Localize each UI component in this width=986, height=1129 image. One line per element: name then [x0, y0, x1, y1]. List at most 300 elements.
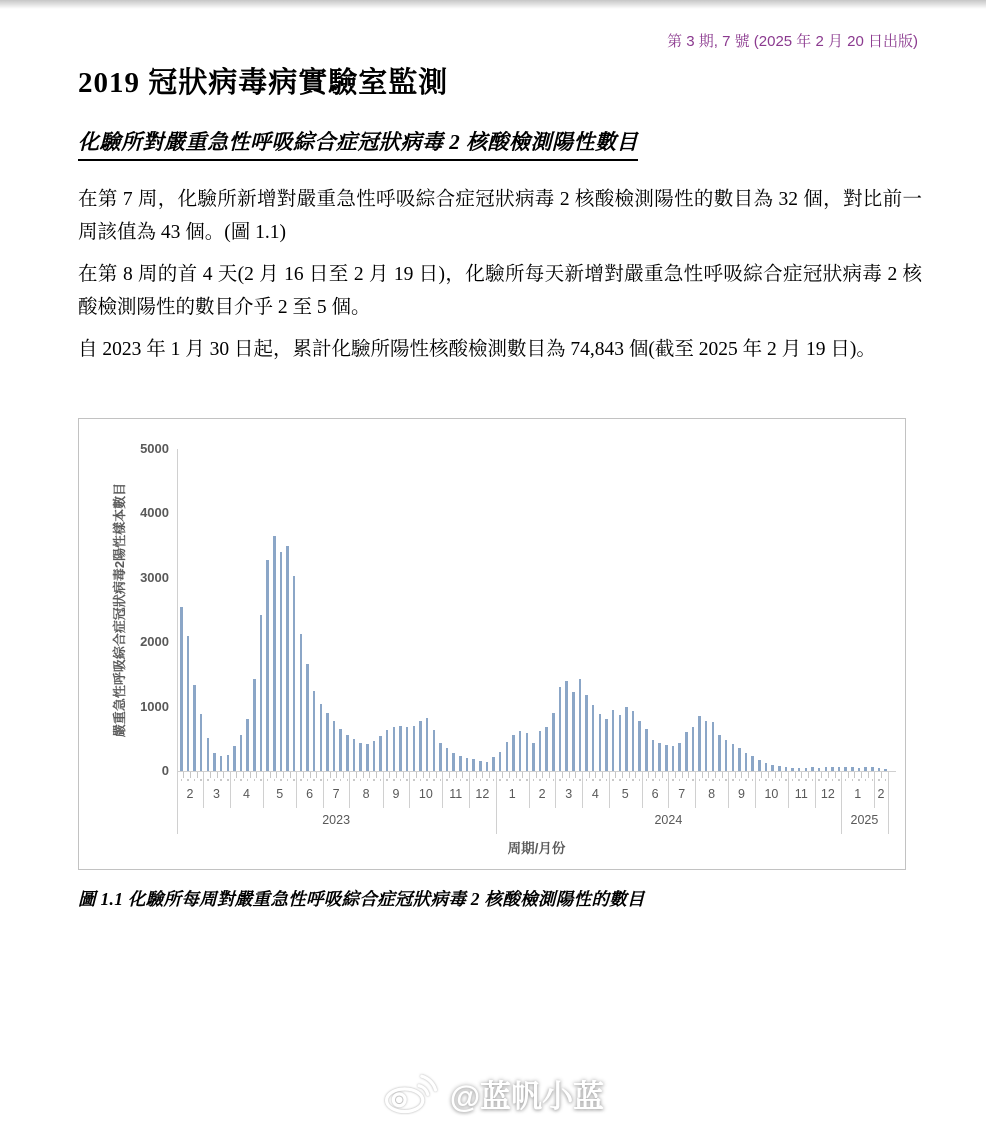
- week-dot: [181, 779, 183, 781]
- bar-week: [685, 732, 688, 771]
- week-dot: [852, 779, 854, 781]
- week-dot: [745, 779, 747, 781]
- week-dot: [426, 779, 428, 781]
- bar-week: [326, 713, 329, 771]
- week-tick: [848, 772, 849, 778]
- bar-week: [300, 634, 303, 771]
- bar-week: [353, 739, 356, 771]
- bar-week: [545, 727, 548, 771]
- week-dot: [254, 779, 256, 781]
- week-dot: [626, 779, 628, 781]
- bar-week: [346, 735, 349, 771]
- bar-week: [366, 744, 369, 771]
- bar-week: [526, 733, 529, 771]
- week-dot: [692, 779, 694, 781]
- week-tick: [868, 772, 869, 778]
- month-label: 11: [449, 787, 463, 801]
- bar-week: [851, 767, 854, 771]
- week-dot: [606, 779, 608, 781]
- year-label: 2025: [850, 813, 879, 827]
- bar-week: [645, 729, 648, 771]
- bar-week: [406, 727, 409, 771]
- month-separator: [841, 772, 842, 808]
- week-tick: [722, 772, 723, 778]
- month-label: 5: [621, 787, 629, 801]
- month-separator: [874, 772, 875, 808]
- bar-week: [605, 719, 608, 771]
- week-tick: [635, 772, 636, 778]
- bar-week: [486, 762, 489, 771]
- bar-week: [180, 607, 183, 771]
- week-tick: [861, 772, 862, 778]
- month-separator: [815, 772, 816, 808]
- week-tick: [662, 772, 663, 778]
- bar-week: [818, 768, 821, 771]
- week-dot: [499, 779, 501, 781]
- week-dot: [413, 779, 415, 781]
- week-tick: [629, 772, 630, 778]
- week-dot: [227, 779, 229, 781]
- page-top-shadow: [0, 0, 986, 9]
- week-tick: [303, 772, 304, 778]
- week-dot: [347, 779, 349, 781]
- month-separator: [177, 772, 178, 808]
- month-separator: [668, 772, 669, 808]
- week-dot: [446, 779, 448, 781]
- week-dot: [519, 779, 521, 781]
- week-tick: [821, 772, 822, 778]
- section-heading: 化驗所對嚴重急性呼吸綜合症冠狀病毒 2 核酸檢測陽性數目: [78, 126, 638, 161]
- month-label: 11: [794, 787, 808, 801]
- bar-week: [864, 767, 867, 771]
- week-dot: [872, 779, 874, 781]
- bar-week: [339, 729, 342, 771]
- bar-week: [831, 767, 834, 771]
- week-tick: [735, 772, 736, 778]
- month-separator: [555, 772, 556, 808]
- bar-week: [771, 765, 774, 771]
- week-dot: [267, 779, 269, 781]
- bar-week: [665, 745, 668, 771]
- week-dot: [373, 779, 375, 781]
- week-dot: [433, 779, 435, 781]
- week-dot: [725, 779, 727, 781]
- week-dot: [486, 779, 488, 781]
- week-tick: [197, 772, 198, 778]
- month-separator: [203, 772, 204, 808]
- bar-week: [313, 691, 316, 772]
- week-dot: [885, 779, 887, 781]
- figure-1-1-chart: [78, 418, 906, 870]
- bar-week: [884, 769, 887, 771]
- week-dot: [586, 779, 588, 781]
- bar-week: [592, 705, 595, 771]
- bar-week: [758, 760, 761, 771]
- week-tick: [270, 772, 271, 778]
- bar-week: [725, 740, 728, 771]
- bar-week: [619, 715, 622, 771]
- page-title: 2019 冠狀病毒病實驗室監測: [78, 67, 449, 99]
- week-dot: [752, 779, 754, 781]
- bar-week: [791, 768, 794, 771]
- bar-week: [805, 768, 808, 771]
- week-tick: [781, 772, 782, 778]
- month-label: 9: [738, 787, 745, 801]
- week-dot: [785, 779, 787, 781]
- week-dot: [639, 779, 641, 781]
- week-tick: [389, 772, 390, 778]
- week-dot: [333, 779, 335, 781]
- week-dot: [247, 779, 249, 781]
- week-tick: [217, 772, 218, 778]
- week-tick: [562, 772, 563, 778]
- month-label: 3: [565, 787, 573, 801]
- bar-week: [672, 746, 675, 771]
- week-tick: [761, 772, 762, 778]
- week-tick: [675, 772, 676, 778]
- month-label: 9: [392, 787, 400, 801]
- week-dot: [772, 779, 774, 781]
- bar-week: [532, 743, 535, 771]
- bar-week: [306, 664, 309, 771]
- week-tick: [741, 772, 742, 778]
- y-tick-label: 0: [161, 763, 169, 778]
- bar-week: [579, 679, 582, 771]
- week-tick: [542, 772, 543, 778]
- week-tick: [575, 772, 576, 778]
- week-tick: [708, 772, 709, 778]
- y-tick-label: 5000: [140, 441, 169, 456]
- week-dot: [420, 779, 422, 781]
- month-label: 8: [362, 787, 370, 801]
- week-dot: [705, 779, 707, 781]
- week-dot: [599, 779, 601, 781]
- week-dot: [526, 779, 528, 781]
- week-dot: [386, 779, 388, 781]
- week-dot: [513, 779, 515, 781]
- week-dot: [579, 779, 581, 781]
- month-label: 2: [186, 787, 194, 801]
- month-separator: [323, 772, 324, 808]
- bar-week: [765, 763, 768, 771]
- week-dot: [287, 779, 289, 781]
- month-separator: [469, 772, 470, 808]
- bar-week: [399, 726, 402, 771]
- week-dot: [234, 779, 236, 781]
- bar-week: [359, 743, 362, 771]
- month-separator: [529, 772, 530, 808]
- week-tick: [403, 772, 404, 778]
- week-tick: [595, 772, 596, 778]
- bar-week: [266, 560, 269, 771]
- week-dot: [274, 779, 276, 781]
- week-dot: [293, 779, 295, 781]
- y-axis-line: [177, 449, 178, 771]
- week-tick: [482, 772, 483, 778]
- bar-week: [732, 744, 735, 771]
- year-label: 2023: [322, 813, 351, 827]
- week-tick: [236, 772, 237, 778]
- week-tick: [356, 772, 357, 778]
- bar-week: [426, 718, 429, 771]
- week-tick: [243, 772, 244, 778]
- week-dot: [260, 779, 262, 781]
- month-label: 4: [591, 787, 599, 801]
- month-label: 1: [854, 787, 862, 801]
- bar-week: [393, 727, 396, 771]
- bar-week: [433, 730, 436, 771]
- month-label: 6: [306, 787, 314, 801]
- week-tick: [881, 772, 882, 778]
- bar-week: [632, 711, 635, 771]
- week-dot: [187, 779, 189, 781]
- watermark: [0, 1066, 986, 1120]
- week-tick: [801, 772, 802, 778]
- x-axis-title: 周期/月份: [507, 841, 566, 856]
- week-dot: [838, 779, 840, 781]
- week-tick: [808, 772, 809, 778]
- week-tick: [615, 772, 616, 778]
- month-label: 10: [418, 787, 433, 801]
- bar-week: [439, 743, 442, 771]
- bar-week: [871, 767, 874, 771]
- week-tick: [290, 772, 291, 778]
- bar-week: [227, 755, 230, 771]
- week-dot: [845, 779, 847, 781]
- week-tick: [522, 772, 523, 778]
- year-separator: [177, 808, 178, 834]
- bar-week: [692, 727, 695, 771]
- bar-week: [811, 767, 814, 771]
- bar-week: [825, 767, 828, 771]
- week-tick: [602, 772, 603, 778]
- year-separator: [888, 808, 889, 834]
- week-tick: [462, 772, 463, 778]
- week-tick: [423, 772, 424, 778]
- month-label: 10: [764, 787, 779, 801]
- bar-week: [798, 768, 801, 771]
- bar-week: [625, 707, 628, 771]
- week-dot: [792, 779, 794, 781]
- bar-week: [280, 552, 283, 771]
- week-dot: [672, 779, 674, 781]
- week-dot: [493, 779, 495, 781]
- week-dot: [240, 779, 242, 781]
- week-dot: [353, 779, 355, 781]
- bar-week: [492, 757, 495, 771]
- month-separator: [609, 772, 610, 808]
- month-label: 8: [708, 787, 716, 801]
- bar-week: [858, 768, 861, 771]
- bar-week: [519, 731, 522, 771]
- week-dot: [559, 779, 561, 781]
- week-tick: [343, 772, 344, 778]
- y-axis-title: 嚴重急性呼吸綜合症冠狀病毒2陽性樣本數目: [112, 482, 127, 738]
- bar-week: [187, 636, 190, 771]
- week-dot: [619, 779, 621, 781]
- month-separator: [888, 772, 889, 808]
- bar-week: [200, 714, 203, 771]
- month-label: 3: [213, 787, 221, 801]
- bar-week: [320, 704, 323, 771]
- bar-week: [785, 767, 788, 771]
- bar-week: [552, 713, 555, 771]
- bar-week: [572, 692, 575, 771]
- month-separator: [788, 772, 789, 808]
- bar-week: [413, 726, 416, 771]
- bar-week: [512, 735, 515, 771]
- month-separator: [263, 772, 264, 808]
- bar-week: [712, 722, 715, 771]
- bar-week: [472, 759, 475, 771]
- month-label: 12: [820, 787, 835, 801]
- week-dot: [779, 779, 781, 781]
- week-tick: [456, 772, 457, 778]
- week-dot: [313, 779, 315, 781]
- week-tick: [569, 772, 570, 778]
- week-tick: [190, 772, 191, 778]
- bar-week: [246, 719, 249, 771]
- bar-week: [446, 748, 449, 771]
- month-label: 12: [475, 787, 490, 801]
- bar-week: [459, 756, 462, 771]
- week-dot: [300, 779, 302, 781]
- bar-week: [599, 714, 602, 771]
- bar-week: [419, 721, 422, 771]
- week-dot: [825, 779, 827, 781]
- week-tick: [549, 772, 550, 778]
- week-dot: [612, 779, 614, 781]
- week-dot: [699, 779, 701, 781]
- week-dot: [632, 779, 634, 781]
- week-dot: [207, 779, 209, 781]
- week-dot: [506, 779, 508, 781]
- week-tick: [775, 772, 776, 778]
- week-tick: [363, 772, 364, 778]
- bar-week: [293, 576, 296, 771]
- bar-week: [559, 687, 562, 771]
- bar-week: [373, 741, 376, 771]
- week-tick: [436, 772, 437, 778]
- week-tick: [276, 772, 277, 778]
- month-separator: [642, 772, 643, 808]
- y-tick-label: 1000: [140, 698, 169, 714]
- year-label: 2024: [654, 813, 683, 827]
- month-label: 1: [508, 787, 516, 801]
- week-tick: [310, 772, 311, 778]
- week-dot: [878, 779, 880, 781]
- year-separator: [496, 808, 497, 834]
- month-separator: [409, 772, 410, 808]
- week-tick: [223, 772, 224, 778]
- week-dot: [666, 779, 668, 781]
- month-separator: [695, 772, 696, 808]
- bar-week: [705, 721, 708, 771]
- week-tick: [316, 772, 317, 778]
- week-dot: [539, 779, 541, 781]
- week-tick: [336, 772, 337, 778]
- bar-week: [751, 756, 754, 771]
- week-dot: [214, 779, 216, 781]
- week-tick: [283, 772, 284, 778]
- bar-week: [379, 736, 382, 771]
- week-tick: [768, 772, 769, 778]
- month-separator: [755, 772, 756, 808]
- month-label: 4: [242, 787, 250, 801]
- week-dot: [573, 779, 575, 781]
- week-dot: [546, 779, 548, 781]
- week-tick: [396, 772, 397, 778]
- month-label: 2: [538, 787, 546, 801]
- week-dot: [466, 779, 468, 781]
- week-dot: [719, 779, 721, 781]
- week-tick: [416, 772, 417, 778]
- week-tick: [516, 772, 517, 778]
- week-tick: [183, 772, 184, 778]
- month-separator: [383, 772, 384, 808]
- issue-line: 第 3 期, 7 號 (2025 年 2 月 20 日出版): [667, 33, 918, 50]
- year-separator: [841, 808, 842, 834]
- week-dot: [280, 779, 282, 781]
- y-tick-label: 4000: [140, 505, 169, 521]
- bar-week: [565, 681, 568, 771]
- bar-week: [844, 767, 847, 771]
- bar-week: [698, 716, 701, 771]
- week-dot: [686, 779, 688, 781]
- bar-week: [678, 743, 681, 771]
- bar-week: [466, 758, 469, 771]
- week-tick: [795, 772, 796, 778]
- week-tick: [854, 772, 855, 778]
- bar-week: [838, 767, 841, 771]
- bar-week: [273, 536, 276, 771]
- paragraph-week7: 在第 7 周，化驗所新增對嚴重急性呼吸綜合症冠狀病毒 2 核酸檢測陽性的數目為 32 個，對比前一周該值為 43 個。(圖 1.1): [78, 189, 922, 243]
- week-tick: [256, 772, 257, 778]
- week-dot: [812, 779, 814, 781]
- week-tick: [648, 772, 649, 778]
- week-dot: [327, 779, 329, 781]
- bar-week: [499, 752, 502, 771]
- week-dot: [393, 779, 395, 781]
- bar-week: [213, 753, 216, 771]
- bar-week: [240, 735, 243, 771]
- week-dot: [553, 779, 555, 781]
- week-dot: [460, 779, 462, 781]
- week-tick: [655, 772, 656, 778]
- week-dot: [798, 779, 800, 781]
- week-dot: [858, 779, 860, 781]
- y-tick-label: 2000: [140, 634, 169, 650]
- bar-week: [260, 615, 263, 771]
- week-dot: [818, 779, 820, 781]
- week-tick: [376, 772, 377, 778]
- bar-week: [233, 746, 236, 771]
- week-tick: [210, 772, 211, 778]
- week-tick: [369, 772, 370, 778]
- paragraph-cumulative: 自 2023 年 1 月 30 日起，累計化驗所陽性核酸檢測數目為 74,843 個(截至 2025 年 2 月 19 日)。: [78, 339, 876, 360]
- bar-week: [745, 753, 748, 771]
- week-tick: [622, 772, 623, 778]
- week-tick: [536, 772, 537, 778]
- bar-week: [585, 695, 588, 771]
- week-dot: [759, 779, 761, 781]
- month-label: 7: [332, 787, 340, 801]
- bar-week: [286, 546, 289, 771]
- week-dot: [473, 779, 475, 781]
- week-dot: [679, 779, 681, 781]
- week-dot: [765, 779, 767, 781]
- week-dot: [739, 779, 741, 781]
